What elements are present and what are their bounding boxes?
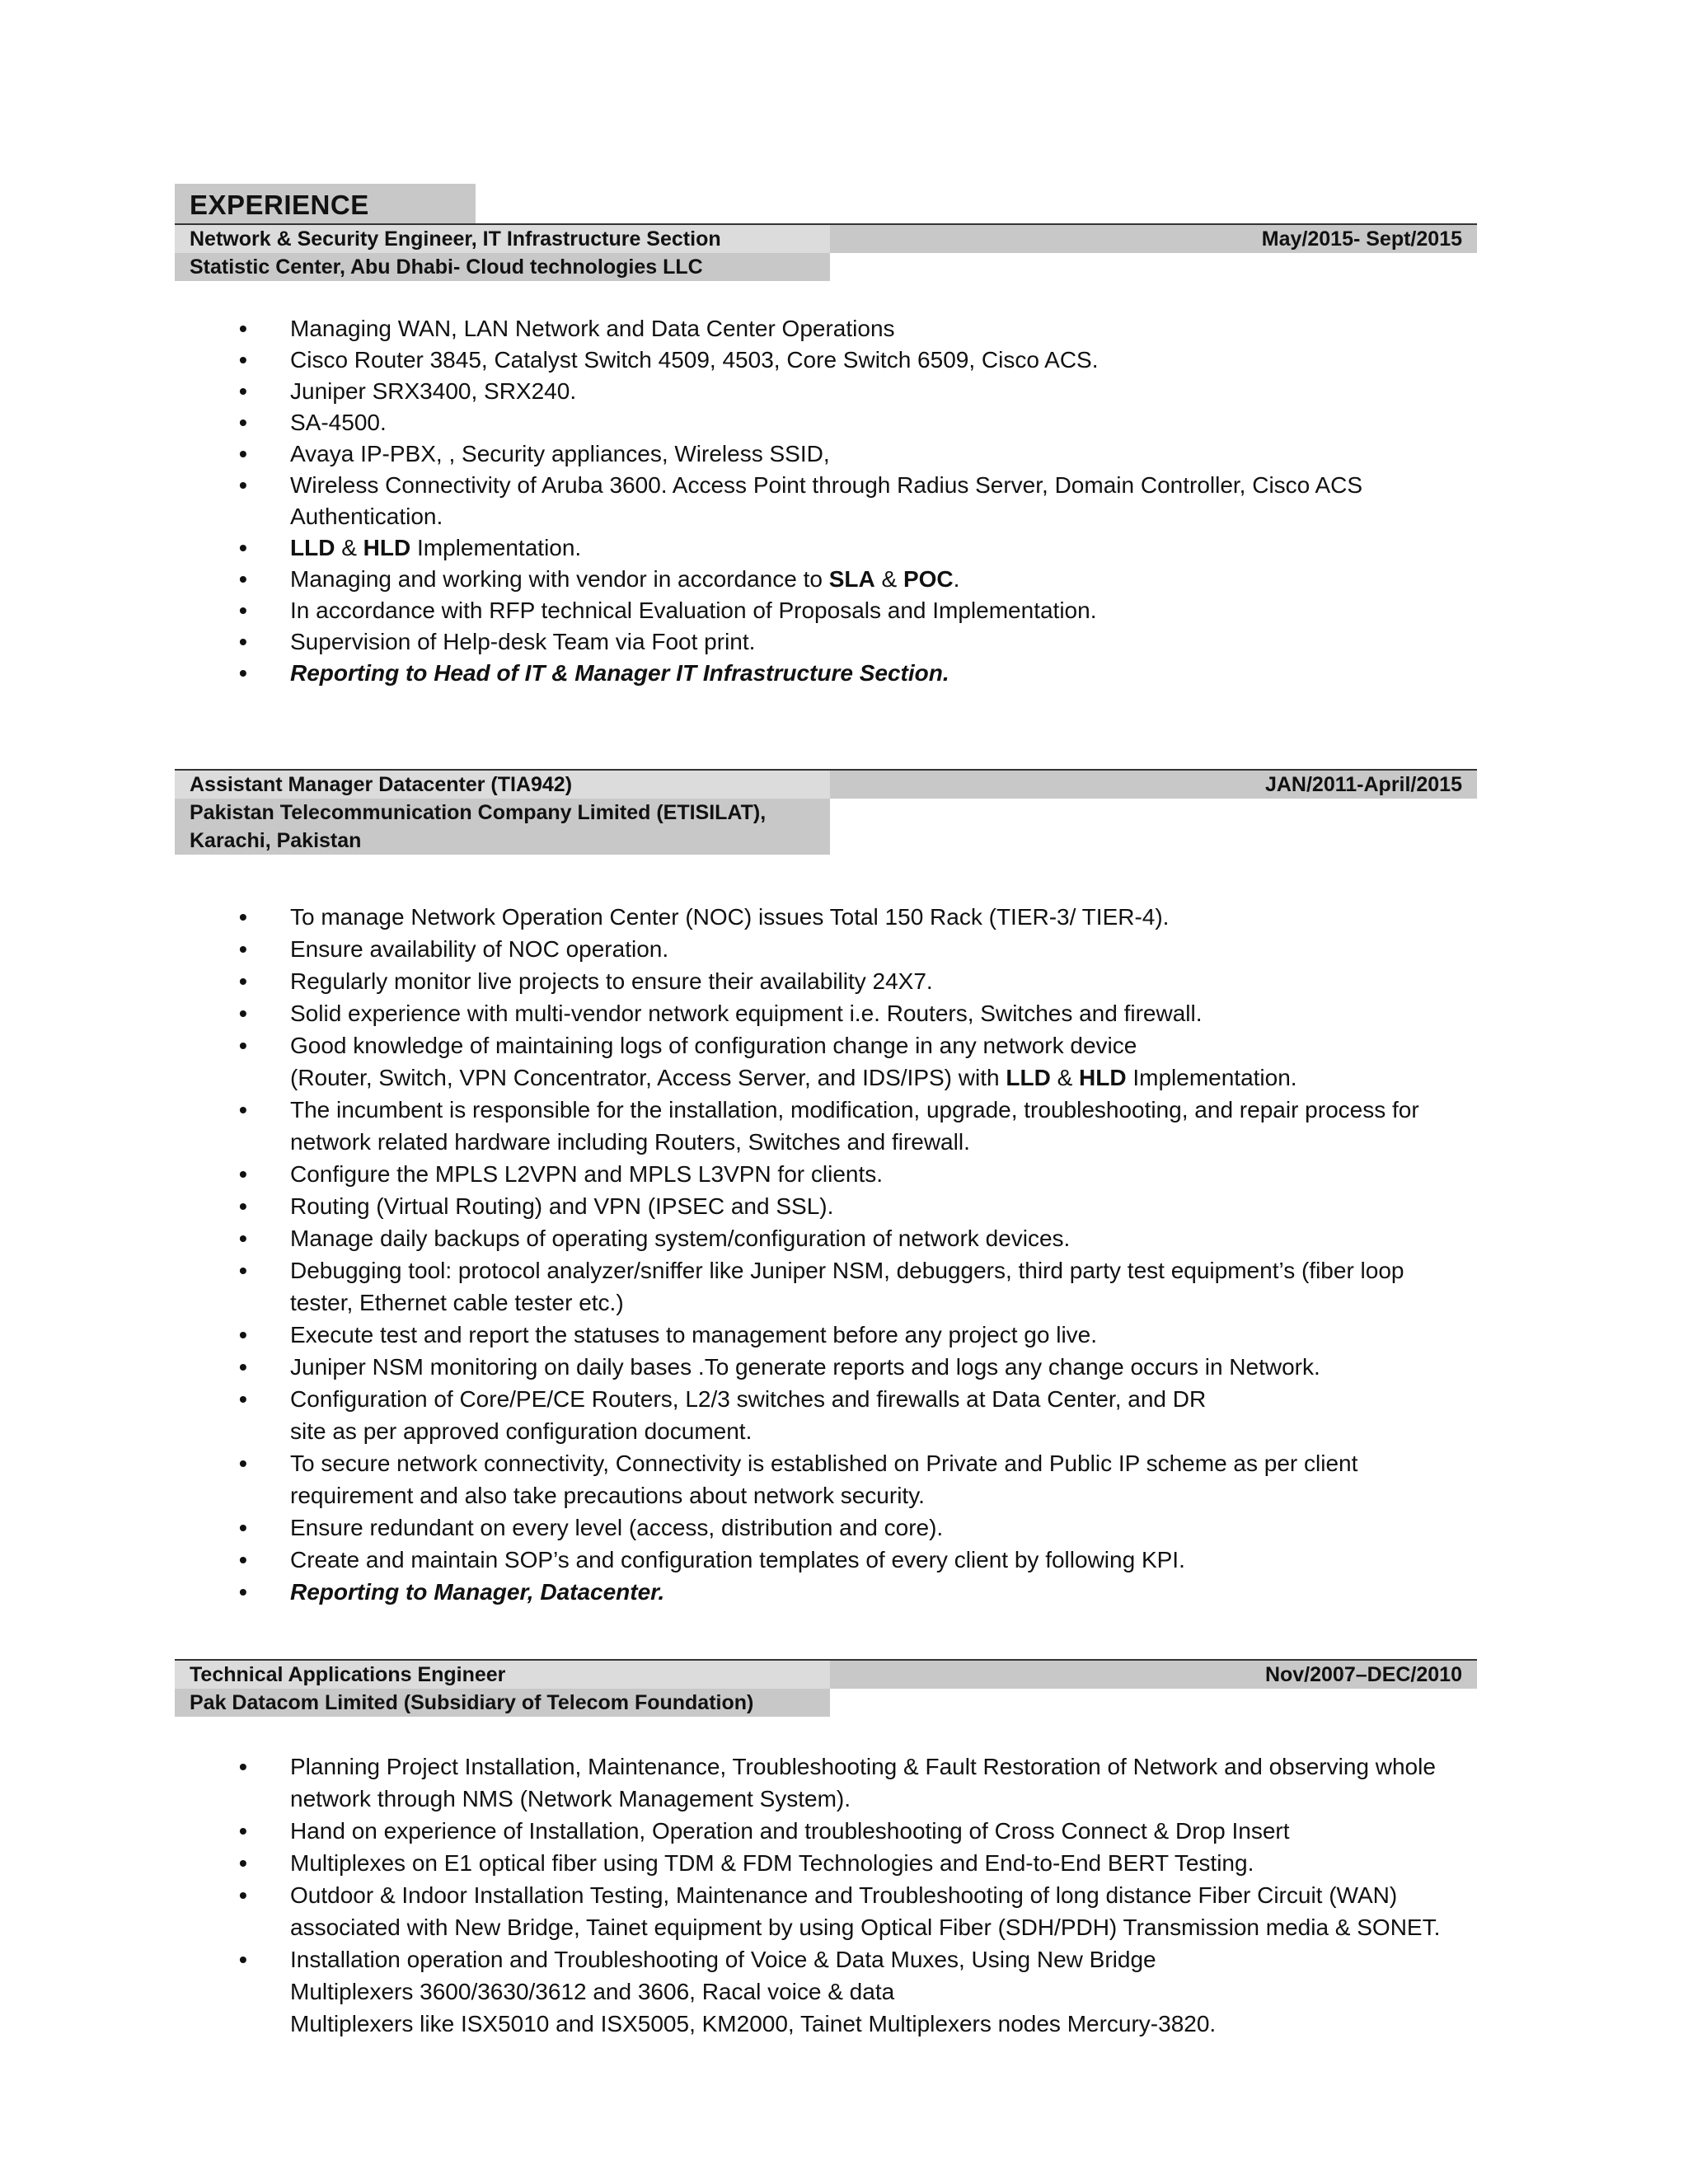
job-header: [175, 1659, 1477, 1689]
bullet-icon: •: [239, 629, 247, 654]
list-item: • Juniper NSM monitoring on daily bases .To generate reports and logs any change occurs in Network.: [239, 1351, 1500, 1383]
bullet-icon: •: [239, 1193, 247, 1219]
list-item: • Reporting to Manager, Datacenter.: [239, 1576, 1500, 1608]
bullet-icon: •: [239, 904, 247, 930]
list-item: • Configuration of Core/PE/CE Routers, L2/3 switches and firewalls at Data Center, and DR site as per approved configuration document.: [239, 1383, 1500, 1447]
list-item: • Juniper SRX3400, SRX240.: [239, 376, 1500, 407]
bullet-icon: •: [239, 472, 247, 498]
job-dates: May/2015- Sept/2015: [830, 225, 1477, 253]
bullet-icon: •: [239, 1322, 247, 1347]
bullet-icon: •: [239, 1001, 247, 1026]
job-3-bullet-list: [239, 1750, 1500, 2040]
list-item: • Debugging tool: protocol analyzer/sniffer like Juniper NSM, debuggers, third party test equipment’s (fiber loop tester, Ethernet cable tester etc.): [239, 1254, 1500, 1319]
list-item: • Managing and working with vendor in accordance to SLA & POC.: [239, 564, 1500, 595]
bullet-icon: •: [239, 1579, 247, 1605]
bullet-icon: •: [239, 1547, 247, 1572]
list-item: • Multiplexes on E1 optical fiber using TDM & FDM Technologies and End-to-End BERT Testing.: [239, 1847, 1500, 1879]
list-item: • Configure the MPLS L2VPN and MPLS L3VPN for clients.: [239, 1158, 1500, 1190]
list-item: • Create and maintain SOP’s and configuration templates of every client by following KPI.: [239, 1544, 1500, 1576]
bullet-icon: •: [239, 410, 247, 435]
bullet-icon: •: [239, 1226, 247, 1251]
bullet-icon: •: [239, 1258, 247, 1283]
bullet-icon: •: [239, 1947, 247, 1972]
list-item: • Avaya IP-PBX, , Security appliances, Wireless SSID,: [239, 438, 1500, 470]
list-item: • Ensure redundant on every level (access, distribution and core).: [239, 1511, 1500, 1544]
bullet-icon: •: [239, 378, 247, 404]
bullet-icon: •: [239, 598, 247, 623]
job-entry-1: [175, 223, 1477, 281]
list-item: • Reporting to Head of IT & Manager IT Infrastructure Section.: [239, 658, 1500, 689]
list-item: • Regularly monitor live projects to ensure their availability 24X7.: [239, 965, 1500, 997]
bullet-icon: •: [239, 1161, 247, 1187]
bullet-icon: •: [239, 347, 247, 373]
bullet-icon: •: [239, 660, 247, 686]
list-item: • SA-4500.: [239, 407, 1500, 438]
list-item: • In accordance with RFP technical Evaluation of Proposals and Implementation.: [239, 595, 1500, 626]
bullet-icon: •: [239, 1354, 247, 1380]
list-item: • LLD & HLD Implementation.: [239, 532, 1500, 564]
list-item: • Hand on experience of Installation, Operation and troubleshooting of Cross Connect & Drop Insert: [239, 1815, 1500, 1847]
list-item: • The incumbent is responsible for the installation, modification, upgrade, troubleshooting, and repair process for network related hardware including Routers, Switches and firewall.: [239, 1094, 1500, 1158]
bullet-icon: •: [239, 441, 247, 466]
job-header: [175, 223, 1477, 253]
list-item: • Managing WAN, LAN Network and Data Center Operations: [239, 313, 1500, 344]
job-entry-2: [175, 769, 1477, 855]
list-item: • Outdoor & Indoor Installation Testing, Maintenance and Troubleshooting of long distance Fiber Circuit (WAN) associated with New Bridge, Tainet equipment by using Optical Fiber (SDH/PDH) Transmission media & SONET.: [239, 1879, 1500, 1943]
list-item: • Execute test and report the statuses to management before any project go live.: [239, 1319, 1500, 1351]
list-item: • Installation operation and Troubleshooting of Voice & Data Muxes, Using New Bridge Multiplexers 3600/3630/3612 and 3606, Racal voice & data Multiplexers like ISX5010 and ISX5005, KM2000, Tainet Multiplexers nodes Mercury-3820.: [239, 1943, 1500, 2040]
job-entry-3: [175, 1659, 1477, 1717]
list-item: • To secure network connectivity, Connectivity is established on Private and Public IP scheme as per client requirement and also take precautions about network security.: [239, 1447, 1500, 1511]
bullet-icon: •: [239, 1818, 247, 1844]
job-title: Assistant Manager Datacenter (TIA942): [175, 771, 830, 799]
list-item: • Routing (Virtual Routing) and VPN (IPSEC and SSL).: [239, 1190, 1500, 1222]
job-dates: JAN/2011-April/2015: [830, 771, 1477, 799]
bullet-icon: •: [239, 566, 247, 592]
bullet-icon: •: [239, 1882, 247, 1908]
list-item: • Good knowledge of maintaining logs of configuration change in any network device (Router, Switch, VPN Concentrator, Access Server, and IDS/IPS) with LLD & HLD Implementation.: [239, 1029, 1500, 1094]
list-item: • To manage Network Operation Center (NOC) issues Total 150 Rack (TIER-3/ TIER-4).: [239, 901, 1500, 933]
bullet-icon: •: [239, 1386, 247, 1412]
job-company: Statistic Center, Abu Dhabi- Cloud technologies LLC: [175, 253, 830, 281]
list-item: • Cisco Router 3845, Catalyst Switch 4509, 4503, Core Switch 6509, Cisco ACS.: [239, 344, 1500, 376]
job-title: Network & Security Engineer, IT Infrastructure Section: [175, 225, 830, 253]
bullet-icon: •: [239, 1451, 247, 1476]
job-title: Technical Applications Engineer: [175, 1661, 830, 1689]
bullet-icon: •: [239, 1754, 247, 1779]
job-header: [175, 769, 1477, 799]
bullet-icon: •: [239, 316, 247, 341]
bullet-icon: •: [239, 1097, 247, 1122]
list-item: • Planning Project Installation, Maintenance, Troubleshooting & Fault Restoration of Network and observing whole network through NMS (Network Management System).: [239, 1750, 1500, 1815]
bullet-icon: •: [239, 1033, 247, 1058]
bullet-icon: •: [239, 535, 247, 560]
bullet-icon: •: [239, 936, 247, 962]
list-item: • Supervision of Help-desk Team via Foot print.: [239, 626, 1500, 658]
section-title-experience: EXPERIENCE: [175, 184, 476, 223]
bullet-icon: •: [239, 1850, 247, 1876]
job-2-bullet-list: [239, 901, 1500, 1608]
bullet-icon: •: [239, 968, 247, 994]
job-company: Pakistan Telecommunication Company Limited (ETISILAT), Karachi, Pakistan: [175, 799, 830, 855]
bullet-icon: •: [239, 1515, 247, 1540]
list-item: • Manage daily backups of operating system/configuration of network devices.: [239, 1222, 1500, 1254]
list-item: • Ensure availability of NOC operation.: [239, 933, 1500, 965]
list-item: • Solid experience with multi-vendor network equipment i.e. Routers, Switches and firewall.: [239, 997, 1500, 1029]
list-item: • Wireless Connectivity of Aruba 3600. Access Point through Radius Server, Domain Controller, Cisco ACS Authentication.: [239, 470, 1500, 532]
job-company: Pak Datacom Limited (Subsidiary of Telecom Foundation): [175, 1689, 830, 1717]
job-dates: Nov/2007–DEC/2010: [830, 1661, 1477, 1689]
job-1-bullet-list: [239, 313, 1500, 689]
